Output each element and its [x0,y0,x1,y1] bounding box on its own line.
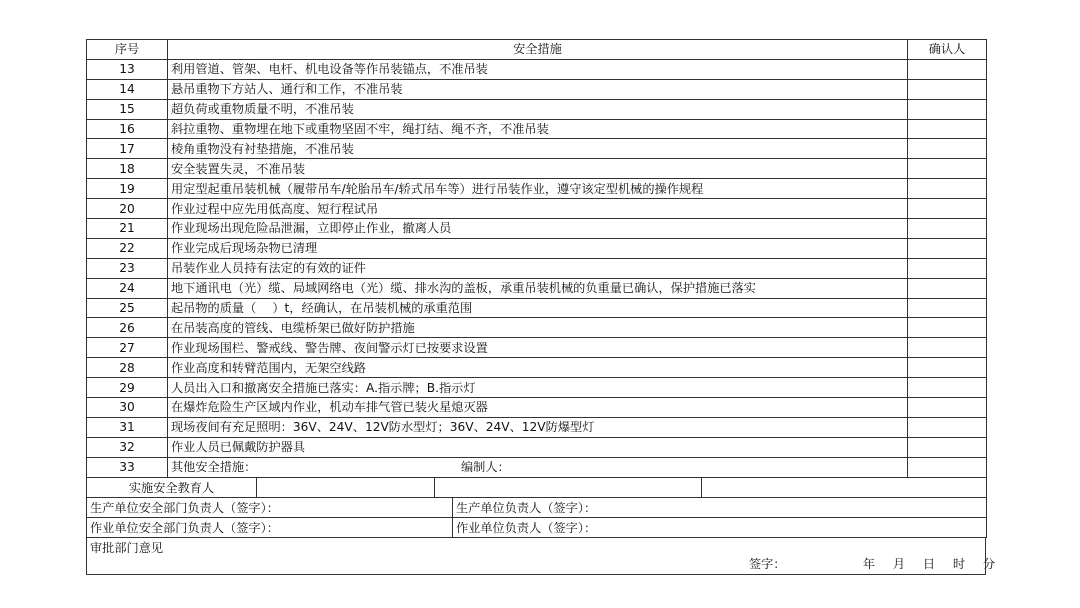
row-measure: 作业高度和转臂范围内，无架空线路 [168,358,908,378]
education-field-3[interactable] [702,478,987,498]
row-confirm-cell[interactable] [908,119,987,139]
work-unit-head[interactable]: 作业单位负责人（签字）： [453,518,987,538]
row-measure: 起吊物的质量（ ）t，经确认，在吊装机械的承重范围 [168,298,908,318]
row-measure: 地下通讯电（光）缆、局域网络电（光）缆、排水沟的盖板，承重吊装机械的负重量已确认，保护措施已落实 [168,278,908,298]
row-measure: 作业现场出现危险品泄漏，立即停止作业，撤离人员 [168,219,908,239]
row-measure: 在爆炸危险生产区域内作业，机动车排气管已装火星熄灭器 [168,398,908,418]
table-row [87,378,987,398]
day-label: 日 [922,556,936,571]
row-confirm-cell[interactable] [908,139,987,159]
row-number: 26 [87,318,168,338]
row-number: 32 [87,437,168,457]
row-number: 20 [87,199,168,219]
education-field-1[interactable] [257,478,435,498]
row-measure: 作业过程中应先用低高度、短行程试吊 [168,199,908,219]
row-measure: 人员出入口和撤离安全措施已落实：A.指示牌；B.指示灯 [168,378,908,398]
header-confirm: 确认人 [908,40,987,60]
row-confirm-cell[interactable] [908,437,987,457]
table-row [87,159,987,179]
approval-sign-label[interactable]: 签字： [749,556,786,571]
row-number: 30 [87,398,168,418]
row-measure: 吊装作业人员持有法定的有效的证件 [168,258,908,278]
row-confirm-cell[interactable] [908,219,987,239]
table-row [87,298,987,318]
table-row [87,99,987,119]
header-measure: 安全措施 [168,40,908,60]
row-number: 16 [87,119,168,139]
table-row [87,199,987,219]
table-row [87,437,987,457]
table-row [87,139,987,159]
row-number: 24 [87,278,168,298]
row-measure: 安全装置失灵，不准吊装 [168,159,908,179]
row-confirm-cell[interactable] [908,318,987,338]
row-measure: 斜拉重物、重物埋在地下或重物坚固不牢，绳打结、绳不齐，不准吊装 [168,119,908,139]
row-number: 25 [87,298,168,318]
compiler-label[interactable]: 编制人： [461,460,510,475]
table-row [87,417,987,437]
row-measure: 棱角重物没有衬垫措施，不准吊装 [168,139,908,159]
row-number: 14 [87,79,168,99]
row-confirm-cell[interactable] [908,398,987,418]
row-number: 19 [87,179,168,199]
row-number: 15 [87,99,168,119]
row-number: 17 [87,139,168,159]
row-confirm-cell[interactable] [908,298,987,318]
row-number: 28 [87,358,168,378]
row-confirm-cell[interactable] [908,179,987,199]
row-confirm-cell[interactable] [908,199,987,219]
row-confirm-cell[interactable] [908,278,987,298]
minute-label: 分 [982,556,996,571]
prod-unit-head[interactable]: 生产单位负责人（签字）： [453,498,987,518]
row-measure: 现场夜间有充足照明：36V、24V、12V防水型灯；36V、24V、12V防爆型灯 [168,417,908,437]
permit-form [86,39,996,575]
education-row [86,478,987,498]
row-measure: 超负荷或重物质量不明，不准吊装 [168,99,908,119]
row-number: 22 [87,238,168,258]
table-row [87,338,987,358]
table-row [87,79,987,99]
row-confirm-cell[interactable] [908,417,987,437]
table-row [87,358,987,378]
row-number: 27 [87,338,168,358]
work-signatures [86,518,987,538]
education-label: 实施安全教育人 [87,478,257,498]
row-confirm-cell[interactable] [908,258,987,278]
row-confirm-cell[interactable] [908,159,987,179]
table-row [87,59,987,79]
safety-measures-table [86,39,987,478]
table-row [87,238,987,258]
row-confirm-cell[interactable] [908,59,987,79]
table-row [87,219,987,239]
row-measure: 作业人员已佩戴防护器具 [168,437,908,457]
row-number: 21 [87,219,168,239]
header-seq: 序号 [87,40,168,60]
row-confirm-cell[interactable] [908,338,987,358]
education-field-2[interactable] [435,478,702,498]
row-confirm-cell[interactable] [908,358,987,378]
table-row [87,258,987,278]
row-confirm-cell[interactable] [908,79,987,99]
table-row [87,398,987,418]
table-row-other [87,457,987,477]
row-number: 13 [87,59,168,79]
approval-label: 审批部门意见 [90,540,164,555]
row-measure: 在吊装高度的管线、电缆桥架已做好防护措施 [168,318,908,338]
row-number: 31 [87,417,168,437]
row-confirm-cell[interactable] [908,378,987,398]
row-measure: 用定型起重吊装机械（履带吊车/轮胎吊车/轿式吊车等）进行吊装作业，遵守该定型机械的操作规程 [168,179,908,199]
approval-section [86,538,996,575]
row-confirm-cell[interactable] [908,99,987,119]
row-number: 33 [87,457,168,477]
row-number: 29 [87,378,168,398]
production-signatures [86,498,987,518]
row-confirm-cell[interactable] [908,238,987,258]
approval-datetime [854,555,1004,572]
row-confirm-cell[interactable] [908,457,987,477]
row-measure: 作业完成后现场杂物已清理 [168,238,908,258]
prod-safety-head[interactable]: 生产单位安全部门负责人（签字）： [87,498,453,518]
row-measure: 利用管道、管架、电杆、机电设备等作吊装锚点，不准吊装 [168,59,908,79]
hour-label: 时 [952,556,966,571]
row-number: 23 [87,258,168,278]
table-row [87,119,987,139]
other-measures-label[interactable]: 其他安全措施： [171,460,257,475]
row-measure: 悬吊重物下方站人、通行和工作，不准吊装 [168,79,908,99]
table-row [87,179,987,199]
header-row [87,40,987,60]
table-row [87,278,987,298]
row-number: 18 [87,159,168,179]
work-safety-head[interactable]: 作业单位安全部门负责人（签字）： [87,518,453,538]
month-label: 月 [892,556,906,571]
row-measure: 作业现场围栏、警戒线、警告牌、夜间警示灯已按要求设置 [168,338,908,358]
row-other-cell [168,457,908,477]
year-label: 年 [862,556,876,571]
table-row [87,318,987,338]
